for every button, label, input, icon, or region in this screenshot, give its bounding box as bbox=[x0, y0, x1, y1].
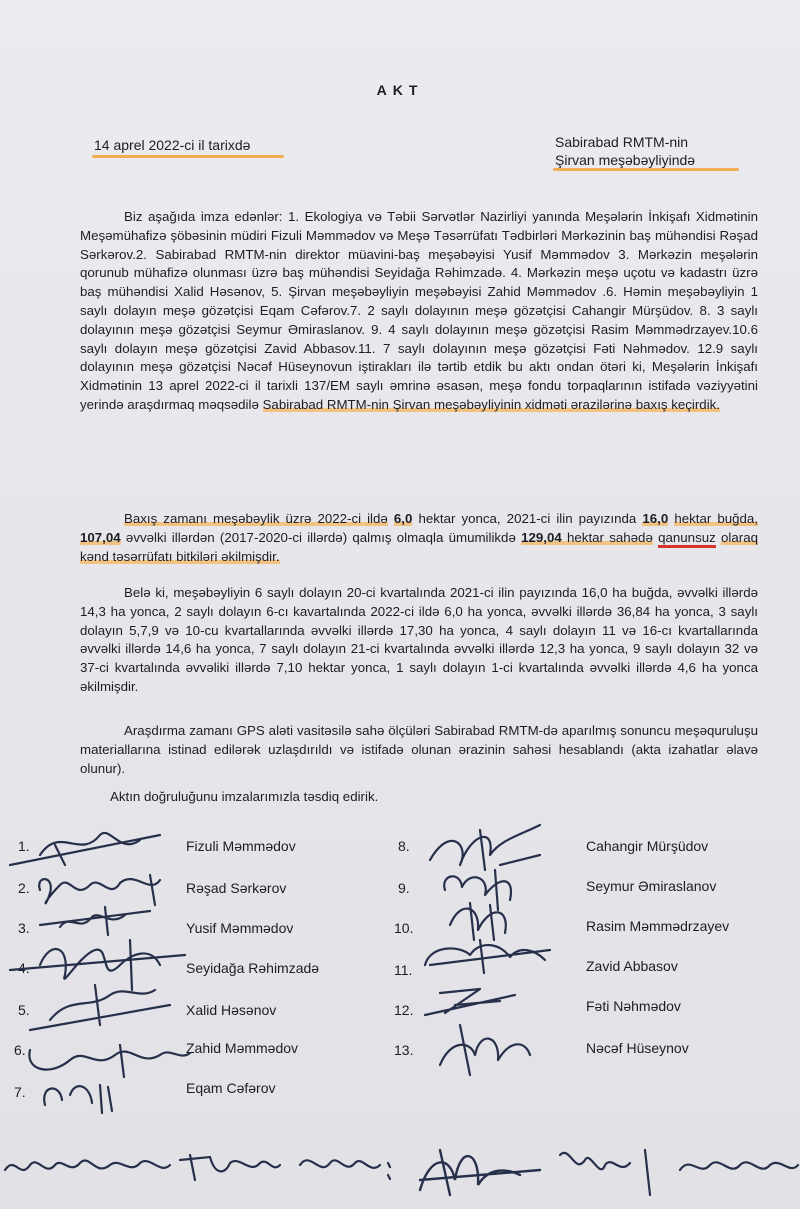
signatory-name-3: Yusif Məmmədov bbox=[186, 920, 294, 936]
place-line-1: Sabirabad RMTM-nin bbox=[555, 134, 689, 150]
sig-num-2: 2. bbox=[18, 880, 30, 896]
sig-num-1: 1. bbox=[18, 838, 30, 854]
area-2021: 16,0 bbox=[642, 511, 669, 526]
sig-num-12: 12. bbox=[394, 1002, 414, 1018]
sig-num-3: 3. bbox=[18, 920, 30, 936]
paragraph-gps bbox=[80, 722, 758, 778]
sig-num-11: 11. bbox=[394, 962, 413, 978]
signatory-name-4: Seyidağa Rəhimzadə bbox=[186, 960, 320, 976]
document-date: 14 aprel 2022-ci il tarixdə bbox=[94, 137, 251, 153]
signatory-name-7: Eqam Cəfərov bbox=[186, 1080, 276, 1096]
signatory-name-12: Fəti Nəhmədov bbox=[586, 998, 681, 1014]
paragraph-participants bbox=[80, 208, 758, 415]
findings-text-c: hektar yonca, 2021-ci ilin payızında bbox=[418, 511, 637, 526]
purpose-highlight: Sabirabad RMTM-nin Şirvan meşəbəyliyinin xidməti ərazilərinə baxış keçirdik. bbox=[262, 396, 721, 412]
document-place bbox=[555, 133, 695, 169]
area-total: 129,04 bbox=[521, 529, 562, 545]
findings-text-g: əvvəlki illərdən (2017-2020-ci illərdə) qalmış olmaqla ümumilikdə bbox=[125, 529, 516, 545]
sig-num-7: 7. bbox=[14, 1084, 26, 1100]
place-highlight bbox=[553, 168, 739, 171]
illegal-word: qanunsuz bbox=[658, 530, 716, 548]
document-title: AKT bbox=[376, 82, 424, 98]
signature-strokes bbox=[0, 815, 800, 1115]
sig-num-5: 5. bbox=[18, 1002, 30, 1018]
place-line-2: Şirvan meşəbəyliyində bbox=[555, 152, 696, 168]
handwritten-note-strokes bbox=[0, 1135, 800, 1205]
findings-text-a: Baxış zamanı meşəbəylik üzrə 2022-ci ildə bbox=[124, 511, 388, 526]
findings-text-i: hektar sahədə bbox=[561, 529, 653, 545]
signatory-name-1: Fizuli Məmmədov bbox=[186, 838, 296, 854]
sig-num-10: 10. bbox=[394, 920, 414, 936]
signatory-name-6: Zahid Məmmədov bbox=[186, 1040, 299, 1056]
sig-num-4: 4. bbox=[18, 960, 30, 976]
date-highlight bbox=[92, 155, 284, 158]
handwritten-receipt-note bbox=[0, 1135, 800, 1205]
sig-num-8: 8. bbox=[398, 838, 410, 854]
gps-text: Araşdırma zamanı GPS aləti vasitəsilə sahə ölçüləri Sabirabad RMTM-də aparılmış sonuncu meşəquruluşu materiallarına istinad edilərək uzlaşdırıldı və istifadə olunan ərazinin sahəsi hesablandı (akta izahatlar əlavə olunur). bbox=[80, 723, 758, 776]
signatory-name-9: Seymur Əmiraslanov bbox=[586, 878, 717, 894]
signatory-name-2: Rəşad Sərkərov bbox=[186, 880, 287, 896]
paragraph-confirmation bbox=[80, 788, 758, 807]
findings-text-k: olaraq kənd təsərrüfatı bitkiləri əkilmişdir. bbox=[80, 529, 758, 564]
signatory-name-11: Zavid Abbasov bbox=[586, 958, 678, 974]
area-2022: 6,0 bbox=[393, 511, 413, 526]
signatory-name-8: Cahangir Mürşüdov bbox=[586, 838, 709, 854]
sig-num-13: 13. bbox=[394, 1042, 414, 1058]
signatory-name-10: Rasim Məmmədrzayev bbox=[586, 918, 730, 934]
confirmation-text: Aktın doğruluğunu imzalarımızla təsdiq edirik. bbox=[110, 789, 379, 804]
signatory-name-13: Nəcəf Hüseynov bbox=[586, 1040, 689, 1056]
details-text: Belə ki, meşəbəyliyin 6 saylı dolayın 20-ci kvartalında 2021-ci ilin payızında 16,0 ha buğda, əvvəlki illərdə 14,3 ha yonca, 2 saylı dolayın 6-cı kavartalında 2022-ci ildə 6,0 ha yonca, əvvəlki illərdə 36,84 ha yonca, 3 saylı dolayın 5,7,9 və 10-cu kvartallarında əvvəlki illərdə 17,30 ha yonca, 4 saylı dolayın 11 və 16-cı kvartallarında əvvəlki illərdə 14,6 ha yonca, 7 saylı dolayın 21-ci kvartalında əvvəlki illərdə 12,3 ha yonca, 9 saylı dolayın 32 və 37-ci kvartalında əvvəliki illərdə 7,10 hektar yonca, 1 saylı dolayın 1-ci kvartalında əvvəlki illərdə 4,6 ha yonca əkilmişdir. bbox=[80, 585, 758, 694]
paragraph-details bbox=[80, 584, 758, 697]
paragraph-findings bbox=[80, 510, 758, 566]
findings-text-e: hektar buğda, bbox=[674, 511, 759, 526]
area-previous: 107,04 bbox=[80, 529, 121, 545]
sig-num-6: 6. bbox=[14, 1042, 26, 1058]
signatory-name-5: Xalid Həsənov bbox=[186, 1002, 277, 1018]
participants-text: Biz aşağıda imza edənlər: 1. Ekologiya və Təbii Sərvətlər Nazirliyi yanında Meşələrin İnkişafı Xidmətinin Meşəmühafizə şöbəsinin müdiri Fizuli Məmmədov və Meşə Təsərrüfatı Tədbirləri Mərkəzinin baş mühəndisi Rəşad Sərkərov.2. Sabirabad RMTM-nin direktor müavini-baş meşəbəyisi Yusif Məmmədov 3. Mərkəzin meşələrin qorunub mühafizə olunması üzrə baş mühəndisi Seyidağa Rəhimzadə. 4. Mərkəzin meşə uçotu və kadastrı üzrə baş mühəndisi Xalid Həsənov, 5. Şirvan meşəbəyliyin meşəbəyisi Zahid Məmmədov .6. Həmin meşəbəyliyin 1 saylı dolayın meşə gözətçisi Eqam Cəfərov.7. 2 saylı dolayının meşə gözətçisi Cahangir Mürşüdov. 8. 3 saylı dolayının meşə gözətçisi Seymur Əmiraslanov. 9. 4 saylı dolayının meşə gözətçisi Rasim Məmmədrzayev.10.6 saylı dolayın meşə gözətçisi Zavid Abbasov.11. 7 saylı dolayının meşə gözətçisi Fəti Nəhmədov. 12.9 saylı dolayının meşə gözətçisi Nəcəf Hüseynovun iştirakları ilə tərtib etdik bu aktı ondan ötəri ki, Meşələrin İnkişafı Xidmətinin 13 aprel 2022-ci il tarixli 137/EM saylı əmrinə əsasən, meşə fondu torpaqlarının istifadə vəziyyətini yerində araşdırmaq məqsədilə bbox=[80, 209, 758, 412]
sig-num-9: 9. bbox=[398, 880, 410, 896]
